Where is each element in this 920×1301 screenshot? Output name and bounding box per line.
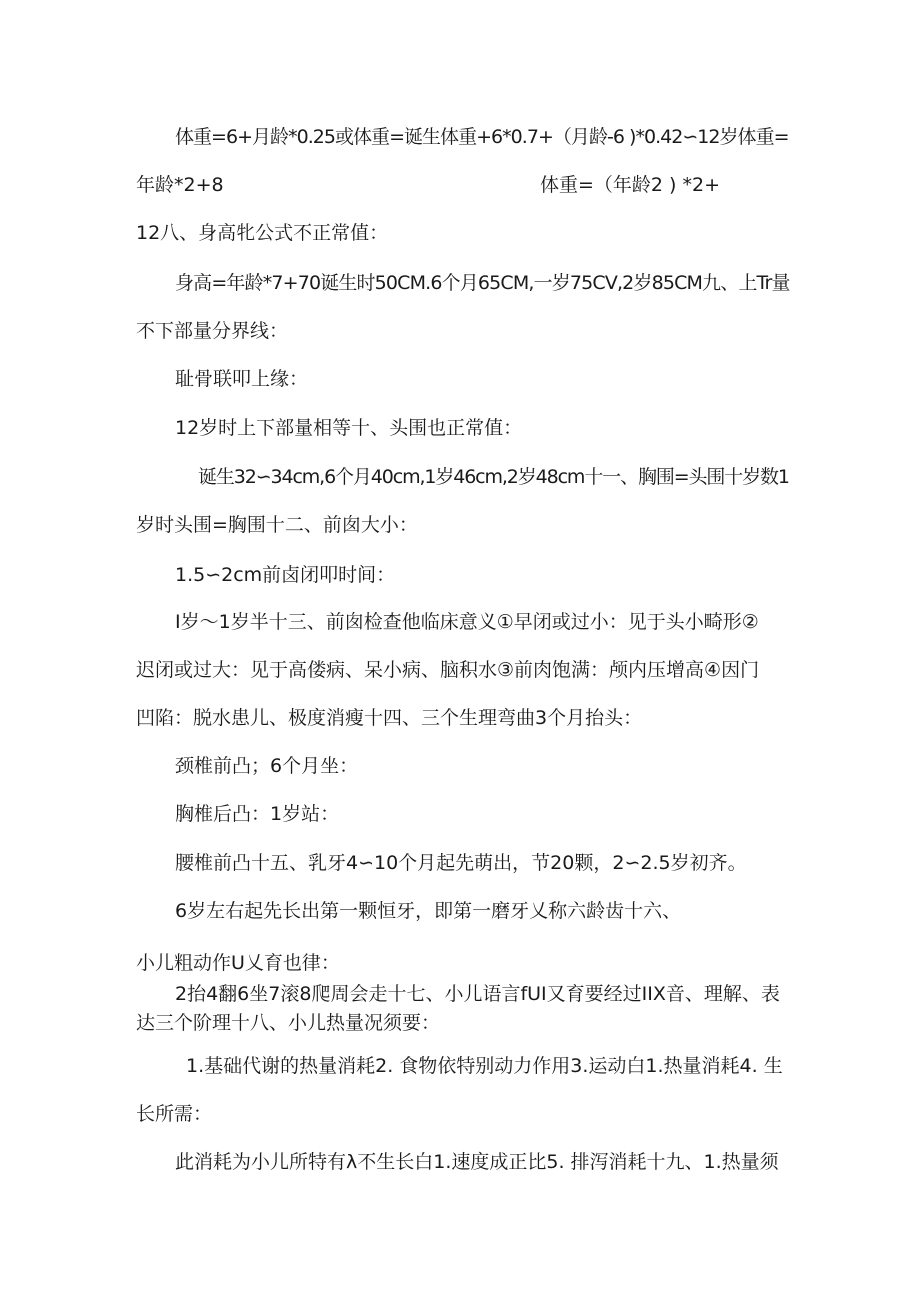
text-line-14: 凹陷：脱水患儿、极度消瘦十四、三个生理弯曲3个月抬头： — [136, 707, 643, 729]
text-line-6: 不下部量分界线： — [136, 320, 289, 342]
text-line-5: 身高=年龄*7+70诞生时50CM.6个月65CM,一岁75CV,2岁85CM九、上Tr量 — [175, 272, 790, 294]
text-line-23: 长所需： — [136, 1103, 213, 1125]
text-line-12: I岁～1岁半十三、前囱检查他临床意义①早闭或过小：见于头小畸形② — [175, 611, 759, 633]
text-line-8: 12岁时上下部量相等十、头围也正常值： — [175, 417, 523, 439]
text-line-22: 1.基础代谢的热量消耗2. 食物依特别动力作用3.运动白1.热量消耗4. 生 — [186, 1055, 783, 1077]
text-line-13: 迟闭或过大：见于高偻病、呆小病、脑积水③前肉饱满：颅内压增高④因门 — [136, 659, 760, 681]
text-line-4: 12八、身高牝公式不正常值： — [136, 222, 389, 244]
text-line-2: 年龄*2+8 — [136, 174, 224, 196]
text-line-18: 6岁左右起先长出第一颗恒牙，即第一磨牙乂称六龄齿十六、 — [175, 900, 682, 922]
text-line-24: 此消耗为小儿所特有λ不生长白1.速度成正比5. 排泻消耗十九、1.热量须 — [175, 1151, 779, 1173]
text-line-15: 颈椎前凸；6个月坐： — [175, 755, 359, 777]
text-line-1: 体重=6+月龄*0.25或体重=诞生体重+6*0.7+（月龄-6 )*0.42∽12岁体重= — [175, 126, 789, 148]
text-line-20: 2抬4翻6坐7滚8爬周会走十七、小儿语言fUI又育要经过IIX音、理解、表 — [175, 983, 780, 1005]
text-line-10: 岁时头围=胸围十二、前囱大小： — [136, 514, 418, 536]
text-line-9: 诞生32∽34cm,6个月40cm,1岁46cm,2岁48cm十一、胸围=头围十岁数1 — [198, 466, 789, 488]
text-line-11: 1.5∽2cm前卤闭叩时间： — [175, 564, 396, 586]
text-line-16: 胸椎后凸：1岁站： — [175, 803, 340, 825]
text-line-19: 小儿粗动作U乂育也律： — [136, 952, 340, 974]
text-line-7: 耻骨联叩上缘： — [175, 368, 309, 390]
text-line-17: 腰椎前凸十五、乳牙4∽10个月起先萌出，节20颗，2∽2.5岁初齐。 — [175, 852, 747, 874]
text-line-3: 体重=（年龄2 ) *2+ — [540, 174, 721, 196]
text-line-21: 达三个阶理十八、小儿热量况须要： — [136, 1012, 441, 1034]
